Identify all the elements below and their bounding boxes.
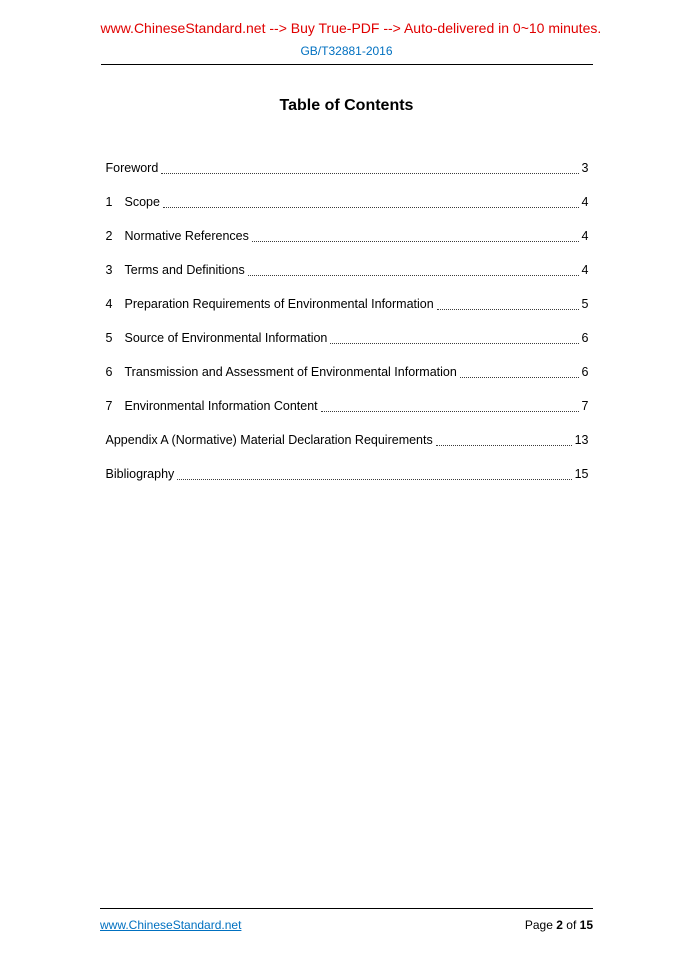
page-indicator (525, 918, 593, 932)
page-indicator-of: of (566, 918, 577, 932)
toc-entry[interactable] (106, 397, 589, 415)
toc-leader-dots (248, 275, 579, 276)
standard-code: GB/T32881-2016 (300, 44, 393, 58)
toc-entry[interactable] (106, 329, 589, 347)
toc-entry-number: 4 (105, 297, 113, 311)
toc-entry-number: 3 (105, 263, 113, 277)
toc-entry[interactable] (106, 261, 589, 279)
toc-entry-number: 1 (105, 195, 113, 209)
page-indicator-total: 15 (579, 918, 593, 932)
toc-entry-title: Appendix A (Normative) Material Declaration Requirements (105, 433, 433, 447)
toc-entry[interactable] (106, 159, 589, 177)
toc-entry-title: Bibliography (105, 467, 175, 481)
toc-leader-dots (437, 309, 579, 310)
toc-entry-title: Normative References (124, 229, 249, 243)
page-footer (100, 908, 593, 932)
toc-entry[interactable] (106, 295, 589, 313)
toc-entry-page: 5 (581, 297, 589, 311)
toc-entry-number: 6 (105, 365, 113, 379)
toc-entry-title: Transmission and Assessment of Environmental Information (124, 365, 457, 379)
toc-entry-page: 7 (581, 399, 589, 413)
toc-entry-page: 13 (574, 433, 589, 447)
toc-entry-title: Preparation Requirements of Environmental Information (124, 297, 434, 311)
toc-entry-page: 6 (581, 365, 589, 379)
toc-entry-title: Terms and Definitions (124, 263, 245, 277)
toc-entry[interactable] (106, 193, 589, 211)
toc-entry-number: 7 (105, 399, 113, 413)
toc-entry[interactable] (106, 465, 589, 483)
toc-entry-title: Foreword (105, 161, 159, 175)
footer-rule (100, 908, 593, 909)
promo-banner: www.ChineseStandard.net --> Buy True-PDF --> Auto-delivered in 0~10 minutes. (100, 20, 602, 36)
page-title: Table of Contents (279, 97, 414, 114)
toc-entry-page: 4 (581, 263, 589, 277)
toc-entry-page: 6 (581, 331, 589, 345)
toc-entry[interactable] (106, 227, 589, 245)
header-rule (101, 64, 593, 65)
toc-entry-number: 5 (105, 331, 113, 345)
toc-entry-page: 4 (581, 229, 589, 243)
toc-entry-page: 4 (581, 195, 589, 209)
toc-entry-page: 3 (581, 161, 589, 175)
toc-entry[interactable] (106, 431, 589, 449)
toc-leader-dots (436, 445, 572, 446)
toc-leader-dots (161, 173, 578, 174)
toc-list (101, 159, 593, 483)
page-indicator-current: 2 (556, 918, 563, 932)
footer-link[interactable]: www.ChineseStandard.net (100, 918, 242, 932)
toc-leader-dots (177, 479, 571, 480)
toc-entry-title: Source of Environmental Information (124, 331, 328, 345)
toc-leader-dots (330, 343, 578, 344)
toc-entry-number: 2 (105, 229, 113, 243)
toc-leader-dots (460, 377, 579, 378)
toc-leader-dots (321, 411, 579, 412)
toc-entry-title: Scope (124, 195, 160, 209)
toc-entry-title: Environmental Information Content (124, 399, 318, 413)
page-indicator-prefix: Page (524, 918, 553, 932)
toc-leader-dots (252, 241, 579, 242)
toc-entry[interactable] (106, 363, 589, 381)
toc-leader-dots (163, 207, 579, 208)
toc-entry-page: 15 (574, 467, 589, 481)
